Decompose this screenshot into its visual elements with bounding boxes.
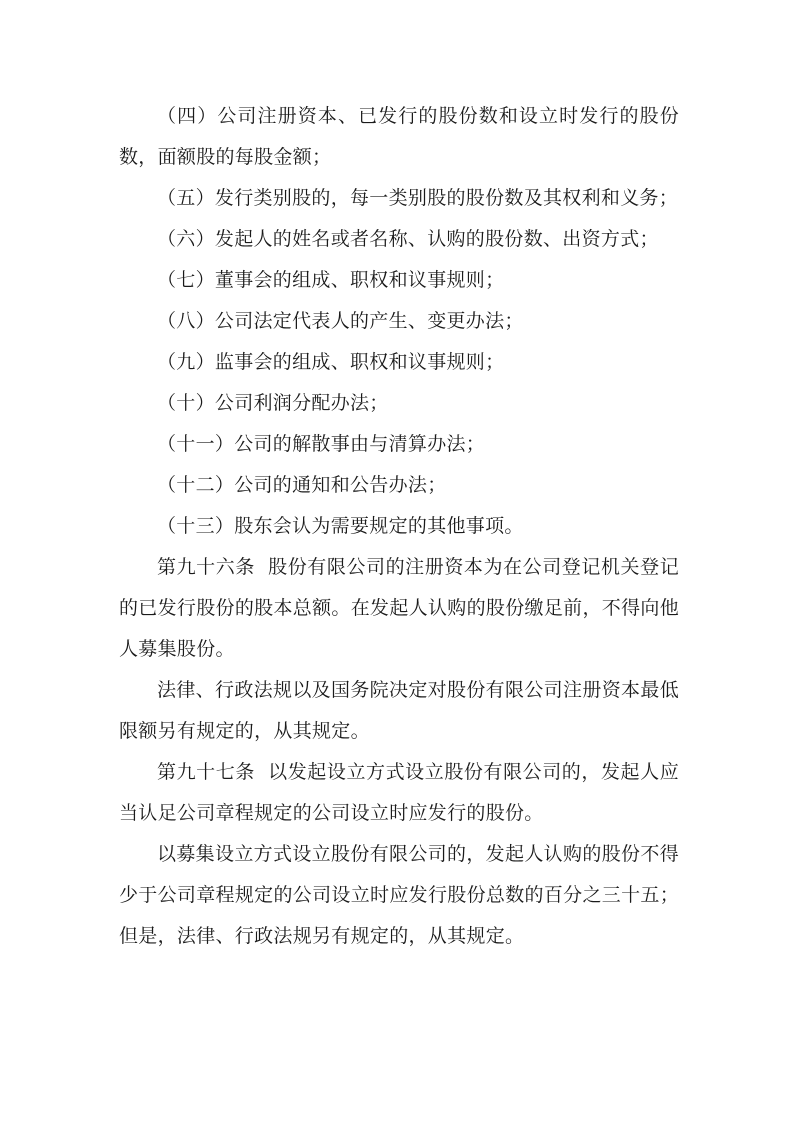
article-96: 第九十六条 股份有限公司的注册资本为在公司登记机关登记的已发行股份的股本总额。在发起人认购的股份缴足前，不得向他人募集股份。	[119, 556, 679, 660]
document-body	[119, 96, 679, 957]
clause-item-7: （七）董事会的组成、职权和议事规则；	[157, 269, 505, 291]
clause-item-12: （十二）公司的通知和公告办法；	[157, 474, 447, 496]
clause-item-6: （六）发起人的姓名或者名称、认购的股份数、出资方式；	[157, 228, 659, 250]
clause-item-9: （九）监事会的组成、职权和议事规则；	[157, 351, 505, 373]
clause-item-8: （八）公司法定代表人的产生、变更办法；	[157, 310, 524, 332]
clause-item-5: （五）发行类别股的，每一类别股的股份数及其权利和义务；	[157, 187, 679, 209]
article-97-paragraph-2: 以募集设立方式设立股份有限公司的，发起人认购的股份不得少于公司章程规定的公司设立时应发行股份总数的百分之三十五；但是，法律、行政法规另有规定的，从其规定。	[119, 843, 679, 947]
clause-item-4: （四）公司注册资本、已发行的股份数和设立时发行的股份数，面额股的每股金额；	[119, 105, 679, 168]
article-96-paragraph-2: 法律、行政法规以及国务院决定对股份有限公司注册资本最低限额另有规定的，从其规定。	[119, 679, 679, 742]
clause-item-11: （十一）公司的解散事由与清算办法；	[157, 433, 486, 455]
clause-item-13: （十三）股东会认为需要规定的其他事项。	[157, 515, 524, 537]
clause-item-10: （十）公司利润分配办法；	[157, 392, 389, 414]
article-97: 第九十七条 以发起设立方式设立股份有限公司的，发起人应当认足公司章程规定的公司设立时应发行的股份。	[119, 761, 679, 824]
